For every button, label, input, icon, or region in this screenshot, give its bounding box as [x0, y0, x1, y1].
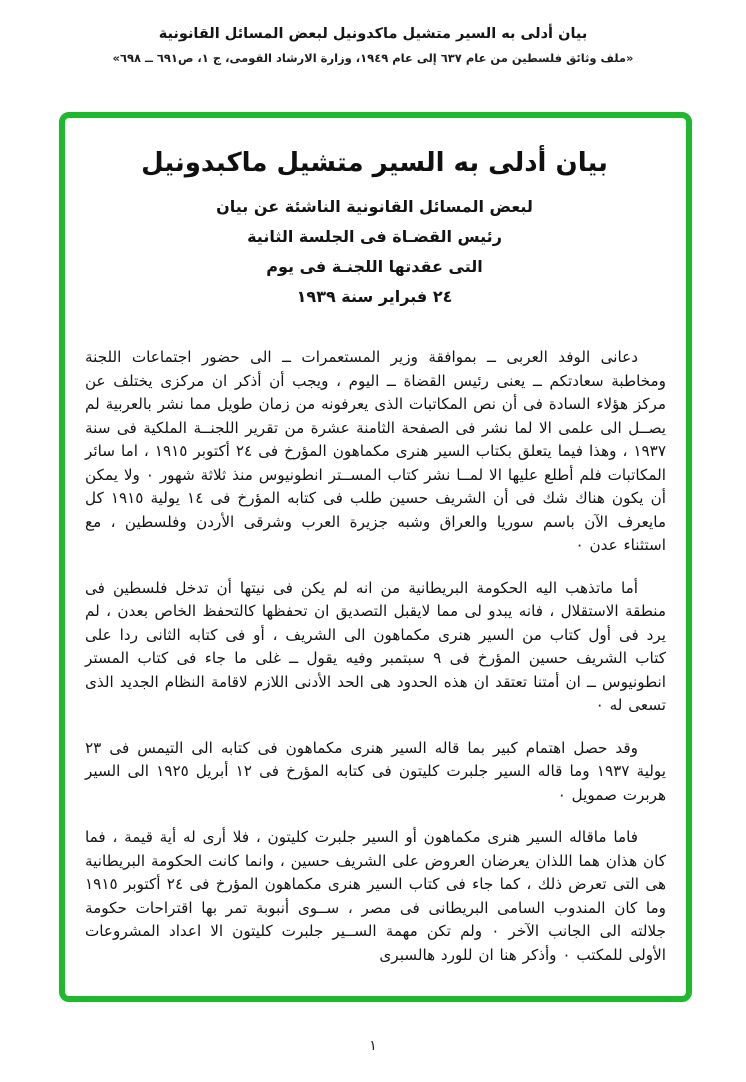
subtitle-line-3: التى عقدتها اللجنـة فى يوم	[266, 257, 483, 276]
document-frame	[59, 112, 692, 1002]
document-body	[79, 346, 670, 967]
page-number: ١	[369, 1038, 377, 1054]
citation-header	[0, 26, 746, 65]
subtitle-line-2: رئيس القضـاة فى الجلسة الثانية	[247, 227, 502, 246]
body-paragraph-3: وقد حصل اهتمام كبير بما قاله السير هنرى مكماهون فى كتابه الى التيمس فى ٢٣ يولية ١٩٣٧ وما قاله السير جلبرت كليتون فى كتابه المؤرخ فى ١٢ أبريل ١٩٢٥ الى السير هربرت صمويل ٠	[85, 738, 666, 804]
subtitle-date: ٢٤ فبراير سنة ١٩٣٩	[296, 287, 453, 306]
body-paragraph-2: أما ماتذهب اليه الحكومة البريطانية من انه لم يكن فى نيتها أن تدخل فلسطين فى منطقة الاستقلال ، فانه يبدو لى مما لايقبل التصديق ان تحفظها كالتحفظ الخاص بعدن ، لم يرد فى أول كتاب من السير هنرى مكماهون الى الشريف ، أو فى كتابه الثانى ردا على كتاب الشريف حسين المؤرخ فى ٩ سبتمبر وفيه يقول ــ غلى ما جاء فى كتاب المستر انطونيوس ــ ان أمتنا تعتقد ان هذه الحدود هى الحد الأدنى اللازم لاقامة النظام الجديد الذى تسعى له ٠	[85, 578, 667, 714]
body-paragraph-4: فاما ماقاله السير هنرى مكماهون أو السير جلبرت كليتون ، فلا أرى له أية قيمة ، فما كان هذان هما اللذان يعرضان العروض على الشريف حسين ، وانما كانت الحكومة البريطانية هى التى تعرض ذلك ، كما جاء فى كتاب السير هنرى مكماهون المؤرخ فى ٢٤ أكتوبر ١٩١٥ وما كان المندوب السامى البريطانى فى مصر ، ســوى أنبوبة تمر بها اقتراحات حكومة جلالته الى الجانب الآخر ٠ ولم تكن مهمة الســير جلبرت كليتون الا اعداد المشروعات الأولى للمكتب ٠ وأذكر هنا ان للورد هالسبرى	[85, 828, 666, 964]
document-title: بيان أدلى به السير متشيل ماكبدونيل	[141, 148, 608, 178]
citation-title: بيان أدلى به السير متشيل ماكدونيل لبعض المسائل القانونية	[158, 26, 588, 42]
subtitle-line-1: لبعض المسائل القانونية الناشئة عن بيان	[216, 197, 533, 216]
body-paragraph-1: دعانى الوفد العربى ــ بموافقة وزير المستعمرات ــ الى حضور اجتماعات اللجنة ومخاطبة سعادتكم ــ يعنى رئيس القضاة ــ اليوم ، ويجب أن أذكر ان مركزى يختلف عن مركز هؤلاء السادة فى أن نص المكاتبات الذى يعرفونه من زمان طويل مما نشر بالعربية لم يصــل الى علمى الا لما نشر فى الصفحة الثامنة عشرة من تقرير اللجنــة الملكية فى سنة ١٩٣٧ ، وهذا فيما يتعلق بكتاب السير هنرى مكماهون المؤرخ فى ٢٤ أكتوبر ١٩١٥ ، اما سائر المكاتبات فلم أطلع عليها الا لمــا نشر كتاب المســتر انطونيوس منذ ثلاثة شهور ٠ ولا يمكن أن يكون هناك شك فى أن الشريف حسين طلب فى كتابه المؤرخ فى ١٤ يولية ١٩١٥ كل مايعرف الآن باسم سوريا والعراق وشبه جزيرة العرب وشرقى الأردن وفلسطين ، مع استثناء عدن ٠	[85, 348, 667, 554]
citation-source: «ملف وثائق فلسطين من عام ٦٣٧ إلى عام ١٩٤٩، وزارة الارشاد القومى، ج ١، ص٦٩١ ــ ٦٩٨»	[112, 51, 634, 65]
